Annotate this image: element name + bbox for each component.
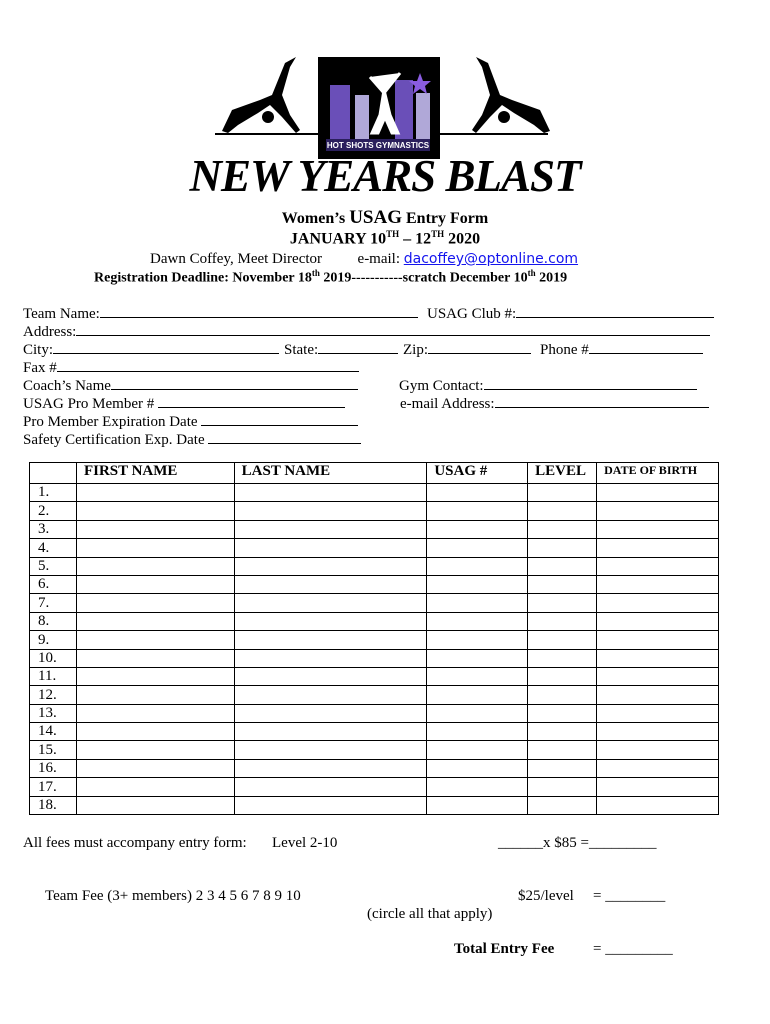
first-name-cell[interactable] [76, 575, 234, 593]
last-name-cell[interactable] [234, 796, 427, 814]
row-number: 4. [30, 539, 77, 557]
state-field[interactable]: State: [284, 341, 398, 359]
table-row [30, 594, 719, 612]
col-first-name-header: FIRST NAME [76, 463, 234, 484]
meet-director: Dawn Coffey, Meet Director e-mail: dacoffey@optonline.com [150, 251, 579, 267]
first-name-cell[interactable] [76, 539, 234, 557]
dob-cell[interactable] [597, 539, 719, 557]
first-name-cell[interactable] [76, 778, 234, 796]
safety-cert-field[interactable]: Safety Certification Exp. Date [23, 431, 361, 449]
dob-cell[interactable] [597, 759, 719, 777]
dob-cell[interactable] [597, 741, 719, 759]
level-cell[interactable] [528, 631, 597, 649]
usag-number-cell[interactable] [427, 502, 528, 520]
table-row [30, 575, 719, 593]
table-row [30, 502, 719, 520]
last-name-cell[interactable] [234, 557, 427, 575]
level-cell[interactable] [528, 557, 597, 575]
row-number: 16. [30, 759, 77, 777]
team-name-field[interactable]: Team Name: [23, 305, 418, 323]
dob-cell[interactable] [597, 557, 719, 575]
usag-number-cell[interactable] [427, 649, 528, 667]
level-cell[interactable] [528, 575, 597, 593]
pro-expiration-field[interactable]: Pro Member Expiration Date [23, 413, 358, 431]
last-name-cell[interactable] [234, 686, 427, 704]
dob-cell[interactable] [597, 796, 719, 814]
row-number: 7. [30, 594, 77, 612]
circle-note: (circle all that apply) [367, 906, 493, 922]
row-number: 13. [30, 704, 77, 722]
table-row [30, 667, 719, 685]
table-row [30, 557, 719, 575]
fees-accompany-note: All fees must accompany entry form: [23, 835, 247, 851]
level-cell[interactable] [528, 484, 597, 502]
table-row [30, 520, 719, 538]
row-number: 18. [30, 796, 77, 814]
level-cell[interactable] [528, 778, 597, 796]
level-cell[interactable] [528, 502, 597, 520]
col-dob-header: DATE OF BIRTH [597, 463, 719, 484]
usag-number-cell[interactable] [427, 539, 528, 557]
col-level-header: LEVEL [528, 463, 597, 484]
total-entry-fee-label: Total Entry Fee [454, 941, 555, 957]
last-name-cell[interactable] [234, 594, 427, 612]
row-number: 12. [30, 686, 77, 704]
address-field[interactable]: Address: [23, 323, 710, 341]
table-row [30, 484, 719, 502]
level-cell[interactable] [528, 741, 597, 759]
table-row [30, 649, 719, 667]
level-cell[interactable] [528, 704, 597, 722]
header-artwork [0, 55, 770, 165]
first-name-cell[interactable] [76, 759, 234, 777]
row-number: 8. [30, 612, 77, 630]
first-name-cell[interactable] [76, 557, 234, 575]
row-number: 2. [30, 502, 77, 520]
row-number: 5. [30, 557, 77, 575]
level-cell[interactable] [528, 796, 597, 814]
last-name-cell[interactable] [234, 778, 427, 796]
usag-number-cell[interactable] [427, 594, 528, 612]
dob-cell[interactable] [597, 484, 719, 502]
level-cell[interactable] [528, 759, 597, 777]
zip-field[interactable]: Zip: [403, 341, 531, 359]
level-cell[interactable] [528, 539, 597, 557]
usag-number-cell[interactable] [427, 575, 528, 593]
last-name-cell[interactable] [234, 649, 427, 667]
last-name-cell[interactable] [234, 612, 427, 630]
logo-text: HOT SHOTS GYMNASTICS [326, 141, 430, 150]
usag-number-cell[interactable] [427, 741, 528, 759]
first-name-cell[interactable] [76, 686, 234, 704]
level-cell[interactable] [528, 649, 597, 667]
right-gymnast-icon [472, 57, 550, 133]
email-address-field[interactable]: e-mail Address: [400, 395, 709, 413]
last-name-cell[interactable] [234, 502, 427, 520]
team-fee-price: $25/level [518, 888, 574, 904]
table-row [30, 723, 719, 741]
director-email-link[interactable]: dacoffey@optonline.com [403, 251, 579, 267]
level-cell[interactable] [528, 520, 597, 538]
last-name-cell[interactable] [234, 759, 427, 777]
dob-cell[interactable] [597, 575, 719, 593]
last-name-cell[interactable] [234, 575, 427, 593]
usag-number-cell[interactable] [427, 796, 528, 814]
fax-field[interactable]: Fax # [23, 359, 359, 377]
table-row [30, 778, 719, 796]
dob-cell[interactable] [597, 502, 719, 520]
first-name-cell[interactable] [76, 741, 234, 759]
table-row [30, 796, 719, 814]
first-name-cell[interactable] [76, 502, 234, 520]
team-fee-total-line[interactable]: = ________ [593, 888, 666, 904]
usag-number-cell[interactable] [427, 484, 528, 502]
usag-number-cell[interactable] [427, 520, 528, 538]
table-row [30, 631, 719, 649]
usag-number-cell[interactable] [427, 704, 528, 722]
table-row [30, 741, 719, 759]
first-name-cell[interactable] [76, 594, 234, 612]
usag-number-cell[interactable] [427, 667, 528, 685]
usag-number-cell[interactable] [427, 557, 528, 575]
usag-number-cell[interactable] [427, 686, 528, 704]
coach-name-field[interactable]: Coach’s Name [23, 377, 358, 395]
row-number: 9. [30, 631, 77, 649]
usag-pro-member-field[interactable]: USAG Pro Member # [23, 395, 345, 413]
row-number: 11. [30, 667, 77, 685]
first-name-cell[interactable] [76, 667, 234, 685]
last-name-cell[interactable] [234, 723, 427, 741]
usag-club-field[interactable]: USAG Club #: [427, 305, 714, 323]
dob-cell[interactable] [597, 649, 719, 667]
meet-logo [318, 57, 440, 159]
usag-number-cell[interactable] [427, 631, 528, 649]
form-subtitle: Women’s USAG Entry Form [281, 207, 489, 228]
city-field[interactable]: City: [23, 341, 279, 359]
first-name-cell[interactable] [76, 520, 234, 538]
row-number: 3. [30, 520, 77, 538]
dob-cell[interactable] [597, 594, 719, 612]
table-row [30, 612, 719, 630]
row-number: 15. [30, 741, 77, 759]
last-name-cell[interactable] [234, 539, 427, 557]
row-number: 10. [30, 649, 77, 667]
dob-cell[interactable] [597, 686, 719, 704]
first-name-cell[interactable] [76, 723, 234, 741]
dob-cell[interactable] [597, 667, 719, 685]
level-cell[interactable] [528, 612, 597, 630]
registration-deadline: Registration Deadline: November 18th 2019-----------scratch December 10th 2019 [94, 268, 568, 286]
table-row [30, 539, 719, 557]
table-header-row [30, 463, 719, 484]
first-name-cell[interactable] [76, 484, 234, 502]
row-number: 17. [30, 778, 77, 796]
fees-level: Level 2-10 [272, 835, 338, 851]
level-cell[interactable] [528, 723, 597, 741]
first-name-cell[interactable] [76, 612, 234, 630]
last-name-cell[interactable] [234, 704, 427, 722]
level-cell[interactable] [528, 667, 597, 685]
col-usag-header: USAG # [427, 463, 528, 484]
row-number: 14. [30, 723, 77, 741]
row-number: 6. [30, 575, 77, 593]
last-name-cell[interactable] [234, 667, 427, 685]
usag-number-cell[interactable] [427, 723, 528, 741]
dob-cell[interactable] [597, 723, 719, 741]
usag-number-cell[interactable] [427, 778, 528, 796]
athlete-entry-table [29, 462, 719, 815]
table-row [30, 704, 719, 722]
dob-cell[interactable] [597, 778, 719, 796]
left-gymnast-icon [222, 57, 300, 133]
level-cell[interactable] [528, 686, 597, 704]
last-name-cell[interactable] [234, 484, 427, 502]
usag-number-cell[interactable] [427, 759, 528, 777]
first-name-cell[interactable] [76, 649, 234, 667]
dob-cell[interactable] [597, 520, 719, 538]
gym-contact-field[interactable]: Gym Contact: [399, 377, 697, 395]
dob-cell[interactable] [597, 631, 719, 649]
first-name-cell[interactable] [76, 631, 234, 649]
last-name-cell[interactable] [234, 631, 427, 649]
usag-number-cell[interactable] [427, 612, 528, 630]
fees-per-level-line[interactable]: ______x $85 =_________ [498, 835, 657, 851]
page-title: NEW YEARS BLAST [189, 151, 581, 201]
level-cell[interactable] [528, 594, 597, 612]
total-entry-fee-line[interactable]: = _________ [593, 941, 673, 957]
phone-field[interactable]: Phone # [540, 341, 703, 359]
row-number: 1. [30, 484, 77, 502]
meet-dates: JANUARY 10TH – 12TH 2020 [289, 229, 481, 248]
last-name-cell[interactable] [234, 520, 427, 538]
col-last-name-header: LAST NAME [234, 463, 427, 484]
first-name-cell[interactable] [76, 704, 234, 722]
table-row [30, 759, 719, 777]
team-fee-options[interactable]: Team Fee (3+ members) 2 3 4 5 6 7 8 9 10 [45, 888, 301, 904]
col-number-header [30, 463, 77, 484]
dob-cell[interactable] [597, 704, 719, 722]
dob-cell[interactable] [597, 612, 719, 630]
first-name-cell[interactable] [76, 796, 234, 814]
last-name-cell[interactable] [234, 741, 427, 759]
table-row [30, 686, 719, 704]
